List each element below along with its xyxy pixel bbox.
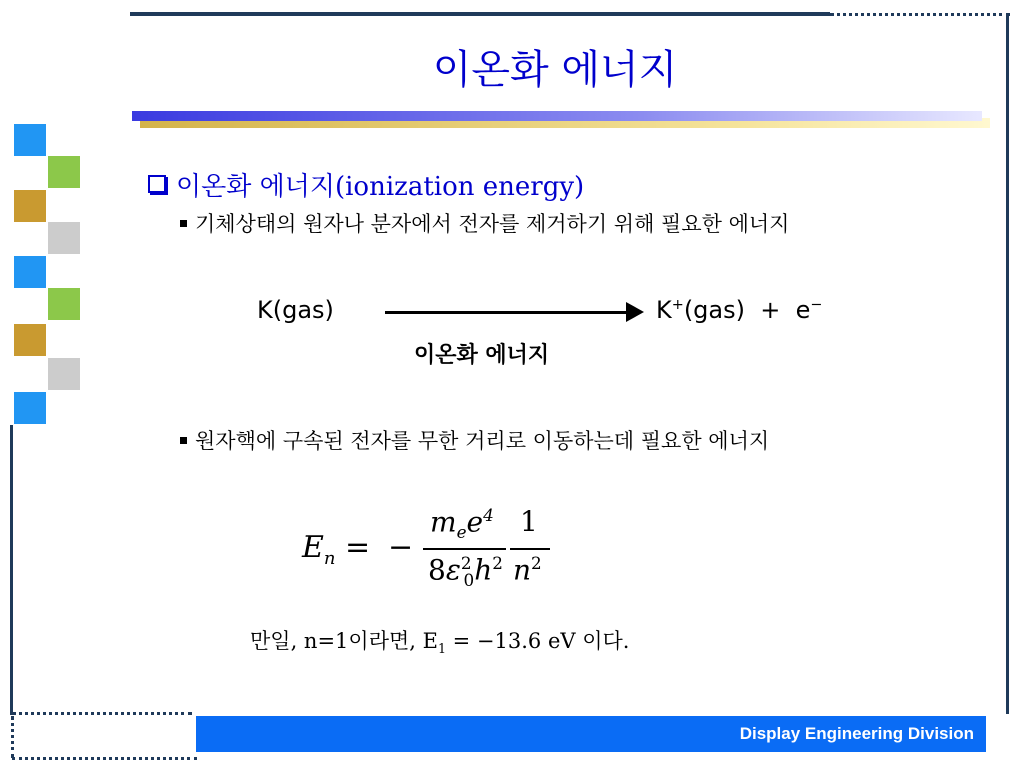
formula-m: m <box>430 505 457 539</box>
formula-minus: − <box>388 530 414 565</box>
square-green <box>48 156 80 188</box>
formula-h-sup: 2 <box>492 553 503 573</box>
note-subscript: 1 <box>437 641 446 657</box>
formula-h: h <box>474 553 493 587</box>
reaction-plus: + <box>760 296 781 324</box>
reaction-arrow-label: 이온화 에너지 <box>414 343 550 368</box>
product-state: (gas) <box>683 296 745 324</box>
bullet-item <box>180 208 789 238</box>
square-green <box>48 288 80 320</box>
formula-e: e <box>466 505 484 539</box>
bullet-text: 기체상태의 원자나 분자에서 전자를 제거하기 위해 필요한 에너지 <box>195 212 790 236</box>
square-blue <box>14 392 46 424</box>
right-border-line <box>1006 14 1009 714</box>
electron-charge: − <box>810 297 823 313</box>
bullet-item <box>180 425 769 455</box>
formula-8: 8 <box>428 553 446 587</box>
top-border-dots <box>830 13 1010 16</box>
bottom-left-vertical-dots <box>11 716 14 758</box>
formula-e-sub: e <box>456 521 467 542</box>
page-title: 이온화 에너지 <box>432 47 678 93</box>
formula-epsilon: ε <box>445 553 461 587</box>
square-gray <box>48 358 80 390</box>
reaction-arrow-shaft <box>385 311 633 314</box>
reaction-reactant: K(gas) <box>257 296 334 324</box>
example-note <box>250 625 629 656</box>
square-gray <box>48 222 80 254</box>
section-heading <box>148 166 584 203</box>
square-gold <box>14 324 46 356</box>
bullet-text: 원자핵에 구속된 전자를 무한 거리로 이동하는데 필요한 에너지 <box>195 429 770 453</box>
product-symbol: K <box>656 296 672 324</box>
top-border-line <box>130 12 830 16</box>
left-border-line <box>10 425 13 715</box>
fraction2-denominator <box>513 553 542 586</box>
fraction2-bar <box>510 548 550 550</box>
square-gold <box>14 190 46 222</box>
formula-n: n <box>513 553 532 587</box>
section-heading-text: 이온화 에너지(ionization energy) <box>176 172 585 202</box>
reaction-arrow-head-icon <box>626 302 644 322</box>
formula-eps-sub: 0 <box>463 569 475 590</box>
formula-eps-sup: 2 <box>460 553 472 573</box>
title-underline-blue <box>132 111 982 121</box>
formula-n-sub: n <box>323 548 336 569</box>
footer-label: Display Engineering Division <box>739 724 974 743</box>
reaction-products <box>656 296 822 324</box>
fraction-numerator <box>430 505 494 542</box>
note-text-after: = −13.6 eV 이다. <box>445 629 630 653</box>
bottom-left-dots-lower <box>12 757 197 760</box>
electron-symbol: e <box>795 296 811 324</box>
fraction2-numerator: 1 <box>520 505 538 538</box>
square-bullet-icon <box>180 437 187 444</box>
square-bullet-icon <box>180 220 187 227</box>
product-charge: + <box>671 297 684 313</box>
square-blue <box>14 256 46 288</box>
bottom-left-dots <box>12 712 192 715</box>
formula-4-sup: 4 <box>483 505 494 525</box>
checkbox-bullet-icon <box>148 175 166 193</box>
formula-n-sup: 2 <box>531 553 542 573</box>
fraction-bar <box>423 548 506 550</box>
note-text-before: 만일, n=1이라면, E <box>250 629 438 653</box>
fraction-denominator <box>428 553 503 590</box>
formula-E: E <box>302 530 324 565</box>
formula-equals: = <box>345 530 371 565</box>
formula-lhs <box>302 530 336 569</box>
square-blue <box>14 124 46 156</box>
